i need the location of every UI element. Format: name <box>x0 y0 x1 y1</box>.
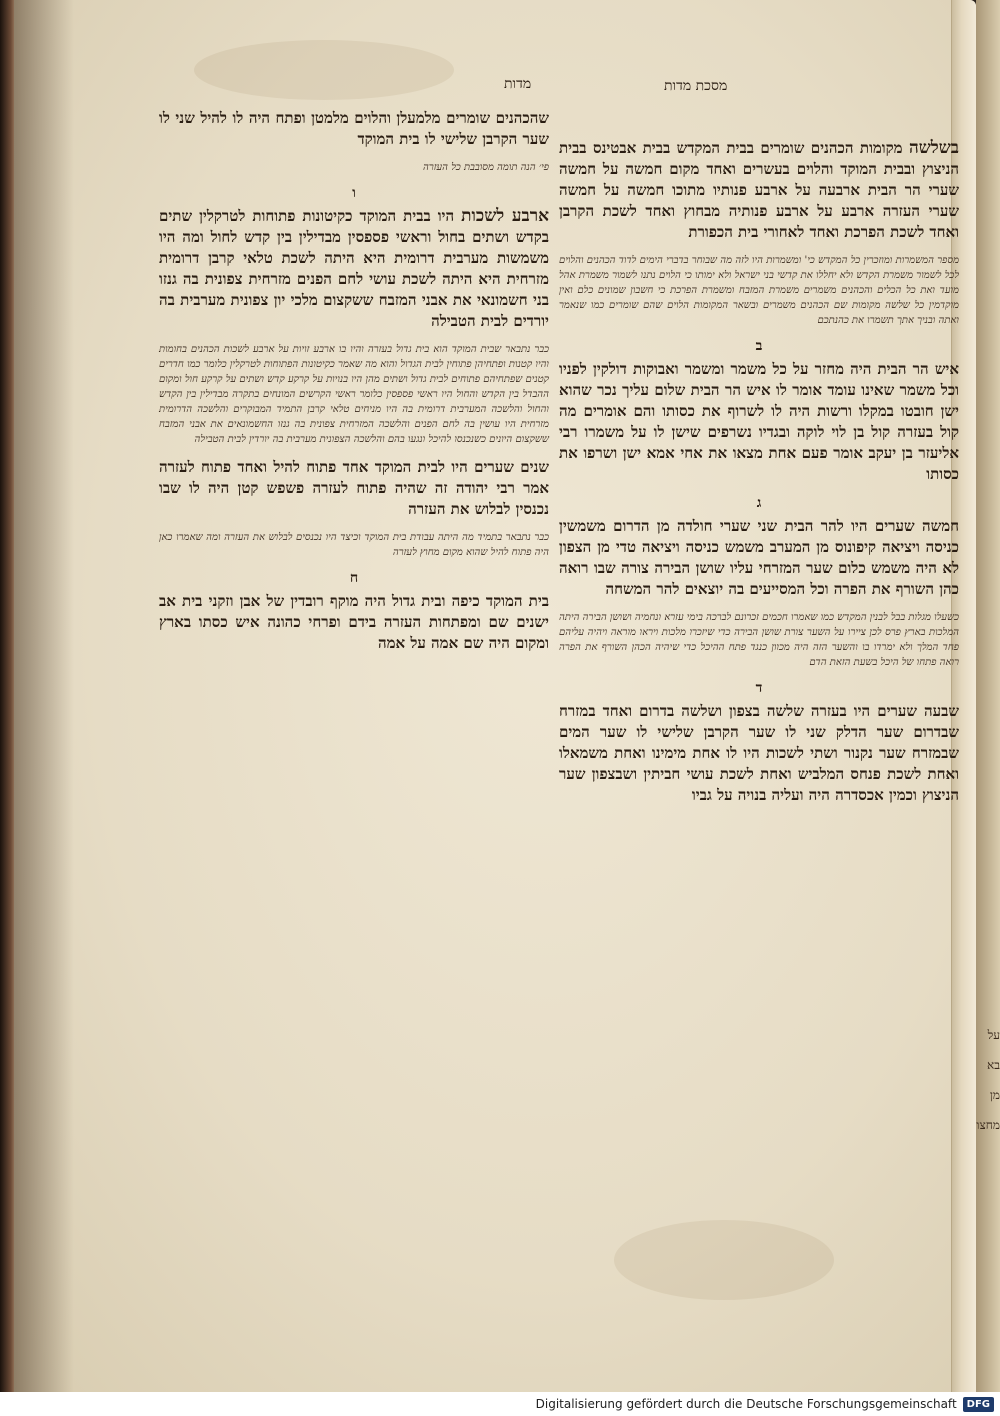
dfg-logo-icon: DFG <box>963 1397 994 1412</box>
mishnah-1 <box>559 138 959 243</box>
left-column <box>159 108 549 664</box>
running-title-right: מסכת מדות <box>664 78 728 94</box>
manuscript-page <box>14 0 976 1392</box>
running-title-left: מדות <box>504 76 532 92</box>
commentary-4: כבר נתבאר בתמיד מה היתה עבודת בית המוקד וכיצד היו נכנסים לבלוש את העזרה ומה שאמרו כאן היה פתוח להיל שהוא מקום מחוץ לעזרה <box>159 532 549 558</box>
mishnah-lead-word: בשלשה <box>908 138 959 158</box>
mishnah-2: איש הר הבית היה מחזר על כל משמר ומשמר ואבוקות דולקין לפניו וכל משמר שאינו עומד אומר לו איש הר הבית שלום עליך נכר שהוא ישן חובטו במקלו ורשות היה לו לשרוף את כסותו והם אומרים מה קול בעזרה קול בן לוי לוקה ובגדיו נשרפים שישן לו על משמרו רבי אליעזר בן יעקב אומר פעם אחת מצאו את אחי אמא ישן ושרפו את כסותו <box>559 360 959 483</box>
mishnah-number: ו <box>352 185 356 201</box>
mishnah-number: ב <box>755 338 763 354</box>
mishnah-number: ד <box>755 680 763 696</box>
continuation-text: שהכהנים שומרים מלמעלן והלוים מלמטן ופתח היה לו להיל שני לו שער הקרבן שלישי לו בית המוקד <box>159 109 549 148</box>
mishnah-text: היו בבית המוקד כקיטונות פתוחות לטרקלין שתים בקדש ושתים בחול וראשי פספסין מבדילין בין קדש לחול ומה היו משמשות מערבית דרומית היא היתה לשכת טלאי קרבן דרומית מזרחית היא היתה לשכת עושי לחם הפנים מזרחית צפונית בה גנזו בני חשמונאי את אבני המזבח ששקצום מלכי יון צפונית מערבית בה יורדים לבית הטבילה <box>159 207 549 330</box>
commentary-1: מספר המשמרות ומוזכרין כל המקדש כי' ומשמרות היו לזה מה שבוחר בדברי הימים לדוד הכהנים והלוים לכל לשמור משמרת הקדש ולא יחללו את קדשי בני ישראל ולא ימותו כי הלוים נתנו לשמור משמרת אהל מועד ואת כל הכלים והכהנים משמרים משמרת המזבח ומשמרת הפרכת כי חשבון שמונים כלם ואין מוקדמין כל שלשה מקומות שם הכהנים משמרים ובשאר המקומות הלוים שהם שומרים כמו שנאמר ואתה ובניך אתך תשמרו את כהנתכם <box>559 255 959 326</box>
mishnah-number: ח <box>349 570 359 586</box>
mishnah-6: שנים שערים היו לבית המוקד אחד פתוח להיל ואחד פתוח לעזרה אמר רבי יהודה זה שהיה פתוח לעזרה פשפש קטן היה לו שבו נכנסין לבלוש את העזרה <box>159 458 549 518</box>
right-column <box>559 108 959 816</box>
page-stain <box>194 40 454 100</box>
mishnah-7: בית המוקד כיפה ובית גדול היה מוקף רובדין של אבן וזקני בית אב ישנים שם ומפתחות העזרה בידם ופרחי כהונה איש כסתו בארץ ומקום היה שם אמה על אמה <box>159 592 549 652</box>
mishnah-lead-word: ארבע לשכות <box>461 206 549 226</box>
page-stain <box>614 1220 834 1300</box>
commentary-0: פי׳ הנה תומה מסובבת כל העזרה <box>422 162 549 173</box>
footer-credit: Digitalisierung gefördert durch die Deutsche Forschungsgemeinschaft <box>535 1397 957 1411</box>
mishnah-4: שבעה שערים היו בעזרה שלשה בצפון ושלשה בדרום ואחד במזרח שבדרום שער הדלק שני לו שער הקרבן שלישי לו שער המים שבמזרח שער נקנור ושתי לשכות היו לו אחת מימינו ואחת משמאלו ואחת לשכת פנחס המלביש ואחת לשכת עושי חביתין ושבצפון שער הניצוץ וכמין אכסדרה היה ועליה בנויה על גביו <box>559 702 959 804</box>
mishnah-text: מקומות הכהנים שומרים בבית המקדש בבית אבטינס בבית הניצוץ ובבית המוקד והלוים בעשרים ואחד מקום חמשה על חמשה שערי הר הבית ארבעה על ארבע פנותיו מתוכו חמשה על חמשה שערי העזרה ארבע על ארבע פנותיה מבחוץ ואחד לשכת הקרבן ואחד לשכת הפרכת ואחד לאחורי בית הכפורת <box>559 139 959 241</box>
mishnah-number: ג <box>756 495 762 511</box>
commentary-2: כשעלו מגלות בבל לבנין המקדש כמו שאמרו חכמים זכרונם לברכה בימי עזרא ונחמיה ושושן הבירה היתה המלכות בארץ פרס לכן ציירו על השער צורת שושן הבירה כדי שיזכרו מלכות ויראו מוראה ויהיה עליהם פחד המלך ולא ימרדו בו והשער הזה היה מכוון כנגד פתח ההיכל כדי שיהיה הכהן השורף את הפרה רואה פתחו של היכל בשעת הזאת הדם <box>559 612 959 668</box>
digitization-footer <box>0 1392 1000 1416</box>
mishnah-5 <box>159 206 549 332</box>
gutter-shadow <box>14 0 74 1392</box>
next-page-fragments: על בא מן מחצו <box>976 1028 1000 1132</box>
next-page-edge <box>976 0 1000 1392</box>
commentary-3: כבר נתבאר שבית המוקד הוא בית גדול בעזרה והיו בו ארבע זויות על ארבע לשכות הכהנים בחומות והיו קטנות ופתחיהן פתוחין לבית הגדול והוא מה שאמר כקיטונות הפתוחות לטרקלין כלומר כמו חדרים קטנים שפתחיהם פתוחים לבית גדול ושתים מהן היו בנויות על קרקע קדש ושתים על קרקע חול ומקום ההבדל בין הקדש והחול היו ראשי פספסין כלומר ראשי הקרשים המונחים בתקרה מבדילין בין הקדש והחול והלשכה המערבית דרומית בה היו מניחים טלאי קרבן התמיד המבוקרים והלשכה הדרומית מזרחית היו עושין בה לחם הפנים והלשכה המזרחית צפונית בה גנזו החשמונאים את אבני המזבח ששקצום היונים כשנכנסו להיכל ונגעו בהם והלשכה הצפונית מערבית בה יורדין לבית הטבילה <box>159 344 549 445</box>
mishnah-3: חמשה שערים היו להר הבית שני שערי חולדה מן הדרום משמשין כניסה ויציאה קיפונוס מן המערב משמש כניסה ויציאה טדי מן הצפון לא היה משמש כלום שער המזרחי עליו שושן הבירה צורה שבו רואה כהן השורף את הפרה וכל המסייעים בה יוצאים להר המשחה <box>559 517 959 598</box>
